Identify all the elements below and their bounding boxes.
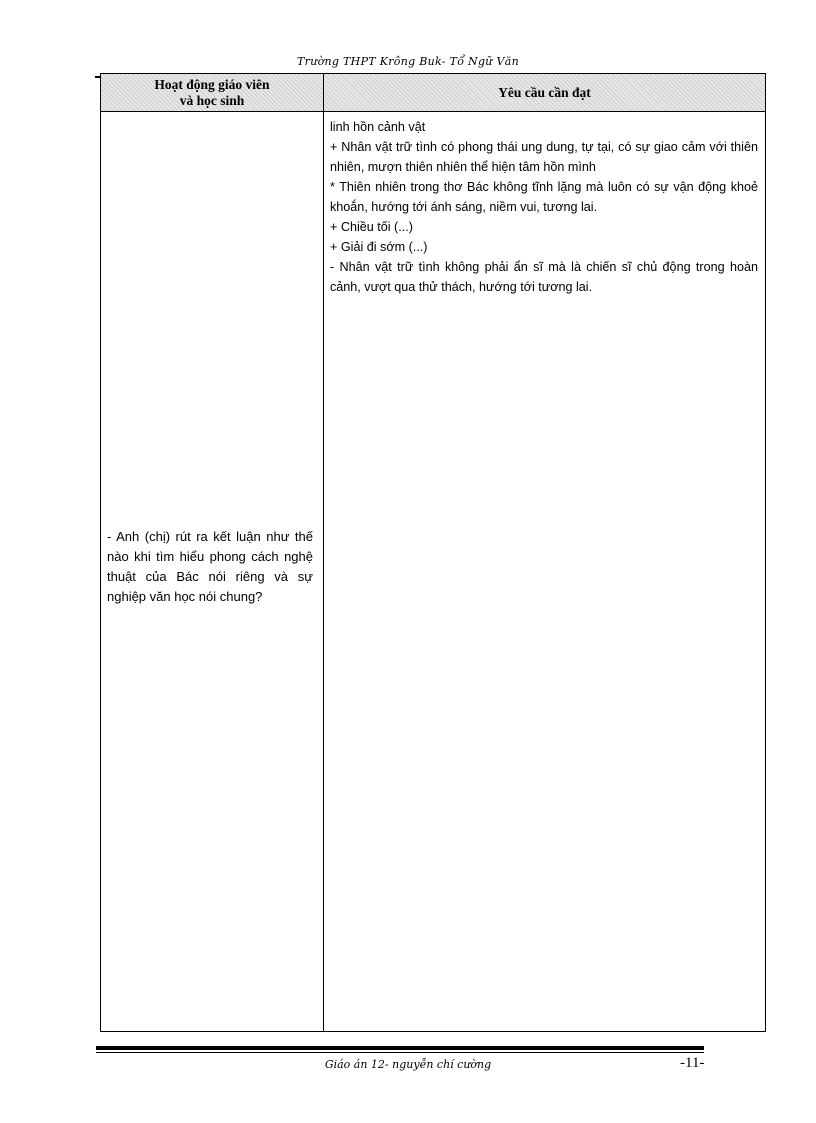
footer-rule-thin xyxy=(96,1052,704,1053)
requirement-line: - Nhân vật trữ tình không phải ẩn sĩ mà là chiến sĩ chủ động trong hoàn cảnh, vượt qua thử thách, hướng tới tương lai. xyxy=(330,260,758,294)
footer-rule-thick xyxy=(96,1046,704,1050)
header-requirements: Yêu cầu cần đạt xyxy=(498,84,591,100)
page-footer: Giáo án 12- nguyễn chí cường xyxy=(324,1058,492,1071)
header-teacher-student-activity xyxy=(101,74,323,111)
page-number: -11- xyxy=(680,1055,705,1071)
requirement-line: * Thiên nhiên trong thơ Bác không tĩnh lặng mà luôn có sự vận động khoẻ khoắn, hướng tới ánh sáng, niềm vui, tương lai. xyxy=(330,180,758,214)
lesson-table xyxy=(100,73,766,1032)
teacher-question-cell: - Anh (chị) rút ra kết luận như thế nào khi tìm hiểu phong cách nghệ thuật của Bác nói riêng và sự nghiệp văn học nói chung? xyxy=(107,529,313,604)
page-header: Trường THPT Krông Buk- Tổ Ngữ Văn xyxy=(297,55,519,68)
column-divider xyxy=(323,74,324,1031)
header-left-line2: và học sinh xyxy=(179,92,245,108)
requirements-cell xyxy=(330,117,758,297)
requirement-line: linh hồn cảnh vật xyxy=(330,120,426,134)
requirement-line: + Giải đi sớm (...) xyxy=(330,240,428,254)
table-header-row xyxy=(101,74,765,112)
requirement-line: + Chiều tối (...) xyxy=(330,220,413,234)
header-left-line1: Hoạt động giáo viên xyxy=(154,76,270,92)
requirement-line: + Nhân vật trữ tình có phong thái ung dung, tự tại, có sự giao cảm với thiên nhiên, mượn thiên nhiên thể hiện tâm hồn mình xyxy=(330,140,758,174)
